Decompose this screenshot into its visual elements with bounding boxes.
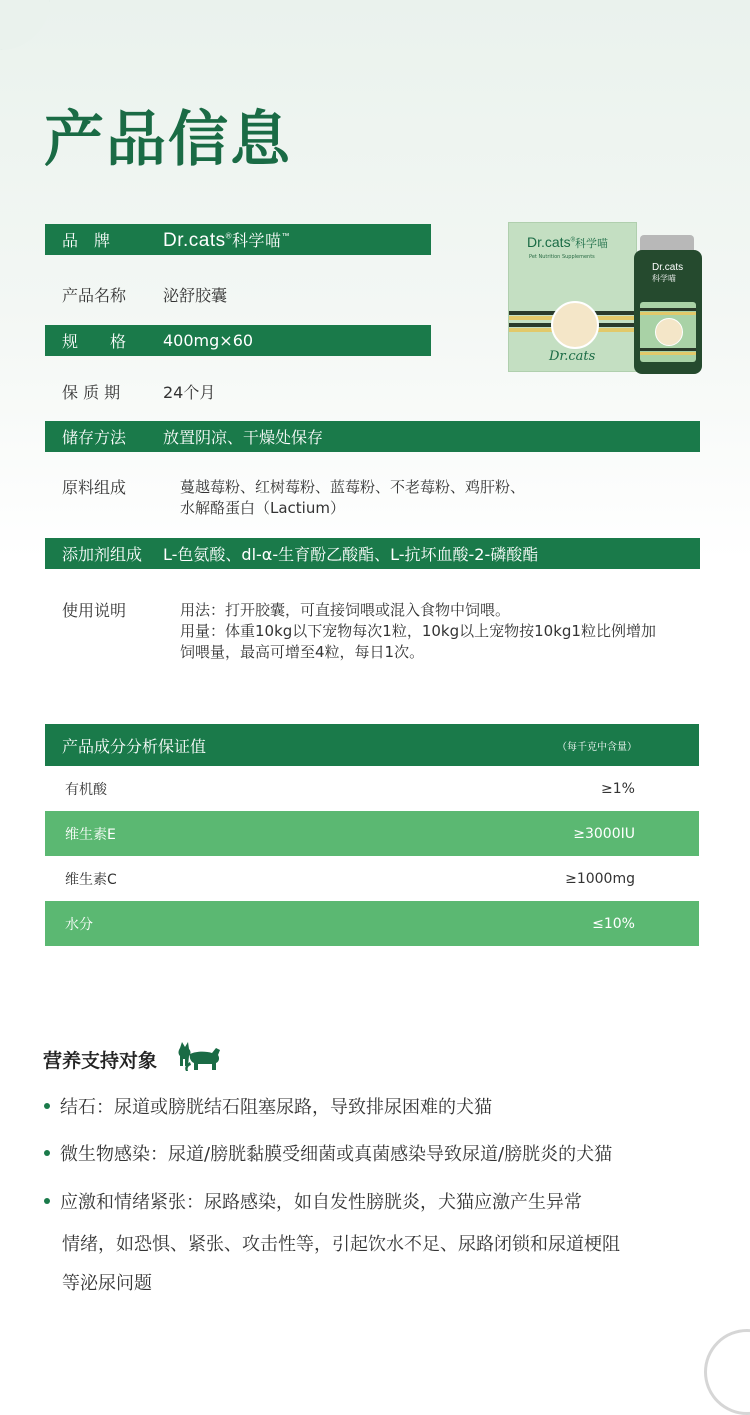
box-script-logo: Dr.cats (549, 349, 596, 364)
usage-line-1: 用法：打开胶囊，可直接饲喂或混入食物中饲喂。 (180, 601, 511, 619)
target-title: 营养支持对象 (43, 1050, 158, 1072)
additives-label: 添加剂组成 (62, 545, 143, 564)
cat-photo-badge (551, 301, 599, 349)
info-row-usage (45, 600, 700, 664)
target-item-3-cont: 情绪，如恐惧、紧张、攻击性等，引起饮水不足、尿路闭锁和尿道梗阻 (62, 1234, 620, 1255)
spec-value: 400mg×60 (163, 331, 254, 350)
usage-line-3: 饲喂量，最高可增至4粒，每日1次。 (180, 643, 425, 661)
analysis-table-header (45, 724, 699, 766)
product-name-label: 产品名称 (62, 286, 127, 305)
target-item-2: 微生物感染：尿道/膀胱黏膜受细菌或真菌感染导致尿道/膀胱炎的犬猫 (44, 1136, 612, 1174)
bullet-dot (44, 1103, 50, 1109)
target-item-1: 结石：尿道或膀胱结石阻塞尿路，导致排尿困难的犬猫 (44, 1089, 492, 1127)
info-row-ingredients (45, 477, 700, 521)
cat-dog-icon (176, 1040, 222, 1072)
analysis-table (45, 724, 699, 946)
row-value: ≥1% (601, 780, 635, 797)
info-row-product-name (45, 279, 431, 310)
page-title: 产品信息 (44, 105, 292, 175)
bullet-dot (44, 1150, 50, 1156)
storage-value: 放置阴凉、干燥处保存 (163, 428, 324, 447)
table-row (45, 901, 699, 946)
product-image (507, 222, 707, 374)
bottle-cat-badge (655, 318, 683, 346)
bullet-dot (44, 1198, 50, 1204)
storage-label: 储存方法 (62, 428, 127, 447)
row-value: ≥3000IU (573, 825, 635, 842)
row-name: 维生素E (65, 826, 116, 843)
table-row (45, 856, 699, 901)
bottle-brand: Dr.cats 科学喵 (652, 262, 684, 283)
target-item-3: 应激和情绪紧张：尿路感染，如自发性膀胱炎，犬猫应激产生异常 (44, 1184, 582, 1222)
info-row-spec (45, 325, 431, 356)
shelf-life-label: 保 质 期 (62, 383, 121, 402)
ingredients-label: 原料组成 (62, 478, 127, 497)
table-row (45, 766, 699, 811)
shelf-life-value: 24个月 (163, 383, 216, 402)
ingredients-value (180, 477, 525, 519)
usage-line-2: 用量：体重10kg以下宠物每次1粒，10kg以上宠物按10kg1粒比例增加 (180, 622, 656, 640)
usage-value (180, 600, 656, 663)
analysis-unit: （每千克中含量） (557, 741, 637, 753)
product-box (508, 222, 637, 372)
analysis-title: 产品成分分析保证值 (62, 736, 207, 756)
info-row-storage (45, 421, 700, 452)
row-name: 有机酸 (65, 781, 107, 798)
info-row-additives (45, 538, 700, 569)
ingredients-line-1: 蔓越莓粉、红树莓粉、蓝莓粉、不老莓粉、鸡肝粉、 (180, 478, 526, 496)
brand-logo: Dr.cats®科学喵™ (163, 229, 291, 251)
target-item-3-cont: 等泌尿问题 (62, 1273, 152, 1294)
ingredients-line-2: 水解酪蛋白（Lactium） (180, 499, 345, 517)
bottle-label (640, 302, 696, 362)
row-name: 维生素C (65, 871, 117, 888)
box-brand: Dr.cats®科学喵 (527, 234, 608, 250)
spec-label: 规 格 (62, 332, 127, 351)
box-subtitle: Pet Nutrition Supplements (529, 254, 595, 260)
product-bottle (634, 250, 702, 374)
info-row-shelf-life (45, 376, 431, 407)
usage-label: 使用说明 (62, 601, 127, 620)
row-value: ≥1000mg (565, 870, 635, 887)
additives-value: L-色氨酸、dl-α-生育酚乙酸酯、L-抗坏血酸-2-磷酸酯 (163, 545, 539, 564)
info-row-brand (45, 224, 431, 255)
product-name-value: 泌舒胶囊 (163, 286, 228, 305)
row-value: ≤10% (592, 915, 635, 932)
row-name: 水分 (65, 916, 93, 933)
table-row (45, 811, 699, 856)
corner-decoration-bottom (704, 1329, 750, 1415)
brand-label: 品 牌 (62, 231, 111, 250)
